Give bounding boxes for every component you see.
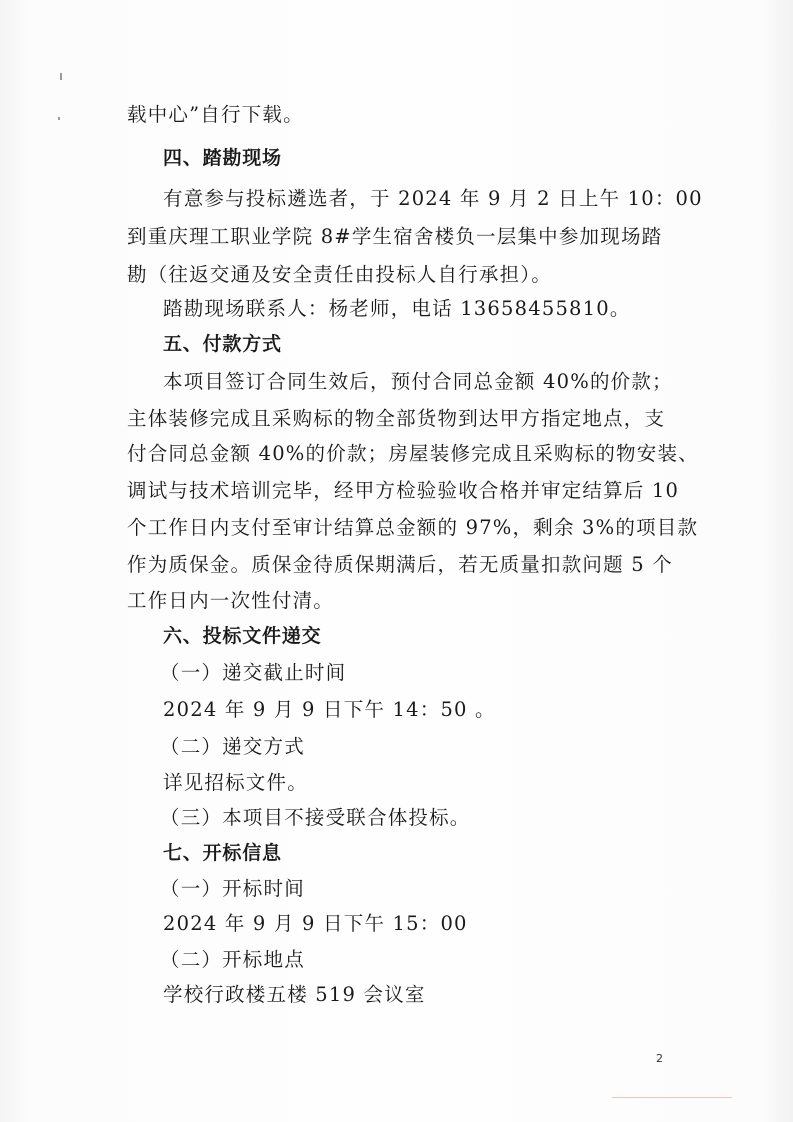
text-line: 付合同总金额 40%的价款；房屋装修完成且采购标的物安装、: [127, 442, 699, 465]
deadline-value: 2024 年 9 月 9 日下午 14：50 。: [163, 698, 496, 721]
text-line: 主体装修完成且采购标的物全部货物到达甲方指定地点，支: [127, 407, 666, 430]
subheading-opening-place: （二）开标地点: [160, 948, 305, 971]
text-line: 个工作日内支付至审计结算总金额的 97%，剩余 3%的项目款: [127, 516, 699, 539]
subheading-consortium: （三）本项目不接受联合体投标。: [160, 806, 471, 829]
text-line: 载中心”自行下载。: [127, 103, 304, 126]
text-line: 工作日内一次性付清。: [127, 589, 335, 612]
opening-time-value: 2024 年 9 月 9 日下午 15：00: [163, 912, 468, 935]
scan-speck: [60, 73, 62, 80]
section-heading-site-survey: 四、踏勘现场: [163, 147, 282, 169]
text-line: 到重庆理工职业学院 8#学生宿舍楼负一层集中参加现场踏: [127, 225, 663, 248]
text-line: 勘（往返交通及安全责任由投标人自行承担）。: [127, 263, 552, 286]
section-heading-opening: 七、开标信息: [163, 842, 282, 864]
scan-artifact-line: [612, 1097, 732, 1098]
subheading-method: （二）递交方式: [160, 735, 305, 758]
subheading-deadline: （一）递交截止时间: [160, 661, 347, 684]
text-line: 有意参与投标遴选者，于 2024 年 9 月 2 日上午 10：00: [163, 187, 703, 210]
section-heading-submission: 六、投标文件递交: [163, 625, 322, 647]
text-line: 作为质保金。质保金待质保期满后，若无质量扣款问题 5 个: [127, 553, 673, 576]
page-number: 2: [656, 1052, 663, 1065]
scan-speck: [58, 117, 60, 120]
opening-place-value: 学校行政楼五楼 519 会议室: [163, 983, 426, 1006]
subheading-opening-time: （一）开标时间: [160, 877, 305, 900]
text-line: 踏勘现场联系人：杨老师，电话 13658455810。: [163, 297, 631, 320]
section-heading-payment: 五、付款方式: [163, 333, 282, 355]
method-value: 详见招标文件。: [163, 771, 308, 794]
text-line: 调试与技术培训完毕，经甲方检验验收合格并审定结算后 10: [127, 479, 680, 502]
text-line: 本项目签订合同生效后，预付合同总金额 40%的价款；: [163, 370, 673, 393]
